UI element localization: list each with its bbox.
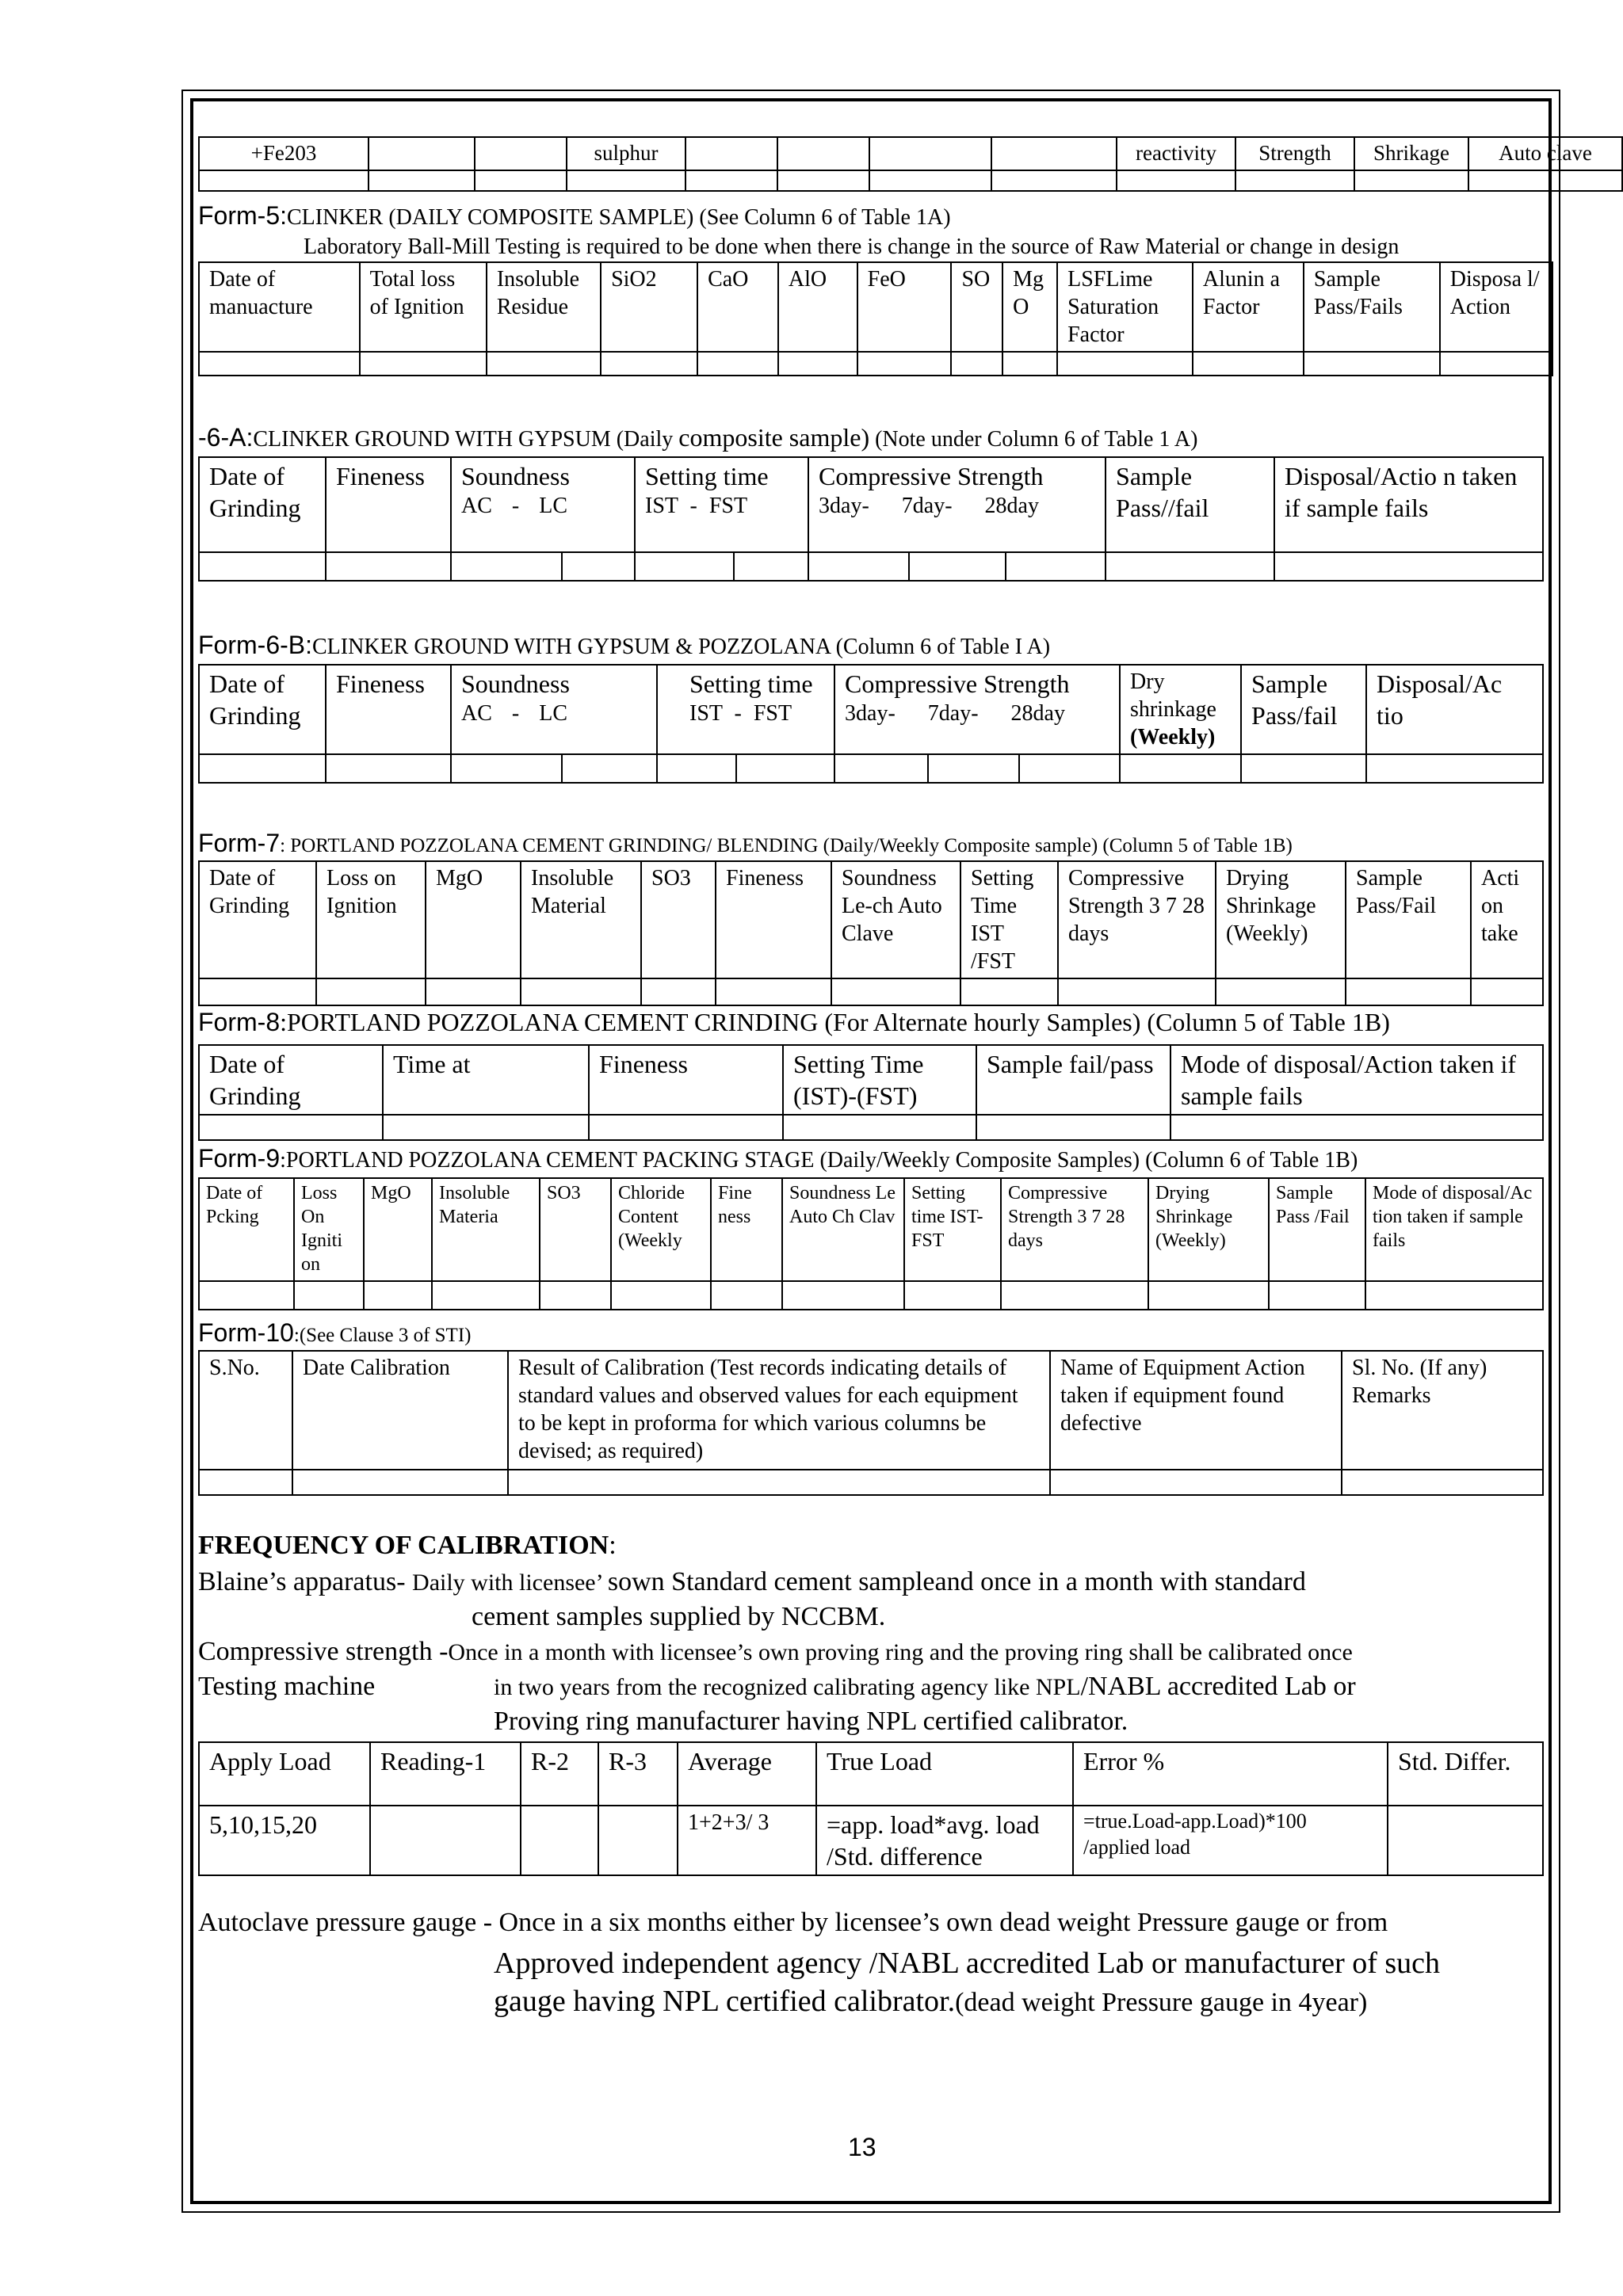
- header-cell: CaO: [697, 262, 778, 352]
- header-cell: Time at: [383, 1045, 589, 1115]
- table-cell: [991, 137, 1117, 170]
- header-cell: Date of manuacture: [199, 262, 360, 352]
- frequency-title: [198, 1531, 617, 1561]
- frequency-title-text: FREQUENCY OF CALIBRATION: [198, 1531, 609, 1560]
- header-cell: Average: [678, 1742, 816, 1806]
- table-cell: Auto clave: [1468, 137, 1622, 170]
- header-cell: SO3: [641, 861, 716, 978]
- header-cell: Insoluble Material: [521, 861, 641, 978]
- header-cell-soundness: [451, 457, 635, 552]
- compressive-line2-a: in two years from the recognized calibrating agency like NPL: [494, 1674, 1081, 1700]
- form7-title: : PORTLAND POZZOLANA CEMENT GRINDING/ BLENDING (Daily/Weekly Composite sample) (Column 5 of Table 1B): [280, 835, 1293, 856]
- header-cell: Fineness: [716, 861, 831, 978]
- header-cell: Sample Pass/Fails: [1304, 262, 1440, 352]
- header-cell: SO: [951, 262, 1002, 352]
- calibration-table: [198, 1741, 1544, 1876]
- blaine-small: Daily with licensee’: [412, 1569, 608, 1596]
- header-cell: True Load: [816, 1742, 1073, 1806]
- table-cell: [777, 137, 869, 170]
- table-cell: [475, 137, 567, 170]
- header-cell: Apply Load: [199, 1742, 370, 1806]
- form8-title: :PORTLAND POZZOLANA CEMENT CRINDING (For Alternate hourly Samples) (Column 5 of Table 1B): [280, 1008, 1390, 1036]
- autoclave-line2: Approved independent agency /NABL accredited Lab or manufacturer of such: [494, 1947, 1441, 1980]
- header-cell: Date of Grinding: [199, 1045, 383, 1115]
- header-cell-soundness: [451, 665, 657, 754]
- table-cell: [685, 137, 777, 170]
- setting-label: Setting time: [689, 669, 813, 698]
- form9-table: [198, 1177, 1544, 1310]
- header-cell: Soundness Le-ch Auto Clave: [831, 861, 960, 978]
- header-cell: Compressive Strength 3 7 28 days: [1001, 1178, 1148, 1281]
- header-cell: R-3: [598, 1742, 678, 1806]
- header-cell: Date of Grinding: [199, 457, 326, 552]
- header-cell: Compressive Strength 3 7 28 days: [1058, 861, 1216, 978]
- header-cell: Alunin a Factor: [1193, 262, 1304, 352]
- testing-machine-label: Testing machine: [198, 1672, 376, 1701]
- table-cell: 1+2+3/ 3: [678, 1806, 816, 1875]
- header-cell: Loss On Igniti on: [294, 1178, 364, 1281]
- autoclave-line1: Autoclave pressure gauge - Once in a six months either by licensee’s own dead weight Pressure gauge or from: [198, 1908, 1388, 1937]
- header-cell: Acti on take: [1471, 861, 1543, 978]
- blaine-rest: sown Standard cement sampleand once in a month with standard: [607, 1567, 1306, 1596]
- form9-label: Form-9: [198, 1144, 281, 1173]
- compressive-line3: Proving ring manufacturer having NPL certified calibrator.: [494, 1707, 1128, 1736]
- table-cell: sulphur: [567, 137, 685, 170]
- table-cell: +Fe203: [199, 137, 369, 170]
- compressive-label: Compressive Strength: [845, 669, 1070, 698]
- form5-label: Form-5:: [198, 201, 287, 230]
- header-cell: Date of Grinding: [199, 665, 326, 754]
- header-cell: AlO: [778, 262, 857, 352]
- header-cell: Date of Grinding: [199, 861, 316, 978]
- blaine-line2: cement samples supplied by NCCBM.: [472, 1602, 886, 1631]
- header-cell: Std. Differ.: [1388, 1742, 1543, 1806]
- table-cell: reactivity: [1117, 137, 1235, 170]
- header-cell: Chloride Content (Weekly: [611, 1178, 711, 1281]
- header-cell-compressive: [834, 665, 1120, 754]
- form8-label: Form-8: [198, 1008, 281, 1036]
- soundness-sub: AC - LC: [461, 494, 567, 518]
- autoclave-line3: [494, 1984, 1367, 2019]
- table-cell: [869, 137, 991, 170]
- form7-table: [198, 860, 1544, 1006]
- table-cell: Strength: [1235, 137, 1354, 170]
- compressive-sub: 3day- 7day- 28day: [845, 701, 1065, 726]
- form6a-title-note: (Note under Column 6 of Table 1 A): [869, 427, 1198, 452]
- table-cell: Shrikage: [1354, 137, 1468, 170]
- header-cell: Date of Pcking: [199, 1178, 294, 1281]
- table-cell: [369, 137, 475, 170]
- form6b-title: CLINKER GROUND WITH GYPSUM & POZZOLANA (Column 6 of Table I A): [312, 635, 1051, 659]
- header-cell: Fineness: [326, 665, 451, 754]
- header-cell: MgO: [1002, 262, 1057, 352]
- form6a-table: [198, 456, 1544, 582]
- header-cell: S.No.: [199, 1351, 292, 1470]
- table-cell: [521, 1806, 598, 1875]
- compressive-line2-b: /NABL accredited Lab or: [1080, 1672, 1356, 1701]
- header-cell: Sample fail/pass: [976, 1045, 1170, 1115]
- compressive-line2: [494, 1672, 1356, 1702]
- compressive-label: Compressive Strength: [819, 462, 1044, 490]
- form10-title: :(See Clause 3 of STI): [293, 1325, 472, 1346]
- header-cell: Soundness Le Auto Ch Clav: [782, 1178, 904, 1281]
- form6b-table: [198, 664, 1544, 784]
- header-cell-setting: [635, 457, 808, 552]
- page-number: 13: [848, 2133, 876, 2161]
- compressive-text: Once in a month with licensee’s own proving ring and the proving ring shall be calibrated once: [448, 1639, 1353, 1665]
- form5-table: [198, 261, 1553, 376]
- table-cell: [1388, 1806, 1543, 1875]
- header-cell: Fine ness: [711, 1178, 782, 1281]
- frequency-colon: :: [609, 1531, 617, 1560]
- header-cell: SiO2: [601, 262, 697, 352]
- form7-heading: [198, 829, 1293, 858]
- autoclave-line3-b: (dead weight Pressure gauge in 4year): [955, 1988, 1368, 2017]
- header-cell: Disposal/Ac tio: [1366, 665, 1543, 754]
- table-cell: [598, 1806, 678, 1875]
- setting-label: Setting time: [645, 462, 769, 490]
- header-cell: Result of Calibration (Test records indicating details of standard values and observed values for each equipment to be kept in proforma for which various columns be devised; as required): [508, 1351, 1050, 1470]
- header-cell: Sample Pass/Fail: [1346, 861, 1471, 978]
- soundness-label: Soundness: [461, 669, 570, 698]
- header-cell: FeO: [857, 262, 952, 352]
- form7-label: Form-7: [198, 829, 281, 857]
- header-cell: LSFLime Saturation Factor: [1057, 262, 1193, 352]
- header-cell: R-2: [521, 1742, 598, 1806]
- form10-heading: [198, 1318, 471, 1348]
- header-cell: Setting time IST- FST: [904, 1178, 1001, 1281]
- form5-heading: [198, 201, 951, 231]
- header-cell-compressive: [808, 457, 1106, 552]
- header-cell: Reading-1: [370, 1742, 521, 1806]
- form6b-label: Form-6-B:: [198, 631, 312, 659]
- header-cell: MgO: [426, 861, 521, 978]
- header-cell-dry: [1120, 665, 1241, 754]
- header-cell: Insoluble Residue: [487, 262, 601, 352]
- header-cell: Mode of disposal/Ac tion taken if sample fails: [1365, 1178, 1543, 1281]
- header-cell: Drying Shrinkage (Weekly): [1216, 861, 1346, 978]
- blaine-line1: [198, 1567, 1306, 1597]
- table-cell: 5,10,15,20: [199, 1806, 370, 1875]
- form6b-heading: [198, 631, 1050, 660]
- header-cell: Sample Pass/fail: [1241, 665, 1366, 754]
- header-cell: Total loss of Ignition: [360, 262, 487, 352]
- form6a-title-emph: composite sample): [678, 423, 870, 452]
- header-cell: Loss on Ignition: [316, 861, 426, 978]
- header-cell: Disposal/Actio n taken if sample fails: [1274, 457, 1543, 552]
- form9-title: :PORTLAND POZZOLANA CEMENT PACKING STAGE (Daily/Weekly Composite Samples) (Column 6 of Table 1B): [280, 1148, 1358, 1173]
- header-cell: Disposa l/ Action: [1440, 262, 1552, 352]
- dry-weekly: (Weekly): [1130, 725, 1216, 749]
- soundness-label: Soundness: [461, 462, 570, 490]
- compressive-line1: [198, 1637, 1353, 1667]
- header-cell: Mode of disposal/Action taken if sample fails: [1170, 1045, 1543, 1115]
- header-cell: Name of Equipment Action taken if equipment found defective: [1050, 1351, 1342, 1470]
- table-cell: =app. load*avg. load /Std. difference: [816, 1806, 1073, 1875]
- setting-sub: IST - FST: [645, 494, 748, 518]
- form5-title: CLINKER (DAILY COMPOSITE SAMPLE) (See Column 6 of Table 1A): [287, 205, 951, 230]
- form6a-title: CLINKER GROUND WITH GYPSUM (Daily: [253, 427, 679, 452]
- header-cell: Error %: [1073, 1742, 1388, 1806]
- table-cell: =true.Load-app.Load)*100 /applied load: [1073, 1806, 1388, 1875]
- header-cell: Date Calibration: [292, 1351, 508, 1470]
- compressive-label: Compressive strength -: [198, 1637, 449, 1666]
- header-cell: Sl. No. (If any) Remarks: [1342, 1351, 1543, 1470]
- header-cell: SO3: [540, 1178, 611, 1281]
- compressive-sub: 3day- 7day- 28day: [819, 494, 1039, 518]
- table-cell: [370, 1806, 521, 1875]
- form8-heading: [198, 1008, 1390, 1037]
- header-cell: Sample Pass /Fail: [1269, 1178, 1365, 1281]
- dry-label: Dry shrinkage: [1130, 669, 1216, 722]
- header-cell: Fineness: [589, 1045, 783, 1115]
- form5-note: Laboratory Ball-Mill Testing is required to be done when there is change in the source of Raw Material or change in design: [304, 235, 1400, 259]
- header-cell-setting: [657, 665, 834, 754]
- header-cell: MgO: [364, 1178, 432, 1281]
- form10-label: Form-10: [198, 1318, 294, 1347]
- form6a-label: -6-A:: [198, 423, 254, 452]
- top-continuation-table: [198, 136, 1623, 192]
- form9-heading: [198, 1144, 1358, 1173]
- header-cell: Insoluble Materia: [432, 1178, 540, 1281]
- form6a-heading: [198, 423, 1197, 452]
- header-cell: Drying Shrinkage (Weekly): [1148, 1178, 1269, 1281]
- header-cell: Fineness: [326, 457, 451, 552]
- header-cell: Setting Time IST /FST: [960, 861, 1058, 978]
- setting-sub: IST - FST: [689, 701, 792, 726]
- form8-table: [198, 1044, 1544, 1141]
- header-cell: Setting Time (IST)-(FST): [783, 1045, 976, 1115]
- soundness-sub: AC - LC: [461, 701, 567, 726]
- blaine-label: Blaine’s apparatus-: [198, 1567, 413, 1596]
- form10-table: [198, 1350, 1544, 1496]
- header-cell: Sample Pass//fail: [1106, 457, 1274, 552]
- autoclave-line3-a: gauge having NPL certified calibrator.: [494, 1985, 956, 2018]
